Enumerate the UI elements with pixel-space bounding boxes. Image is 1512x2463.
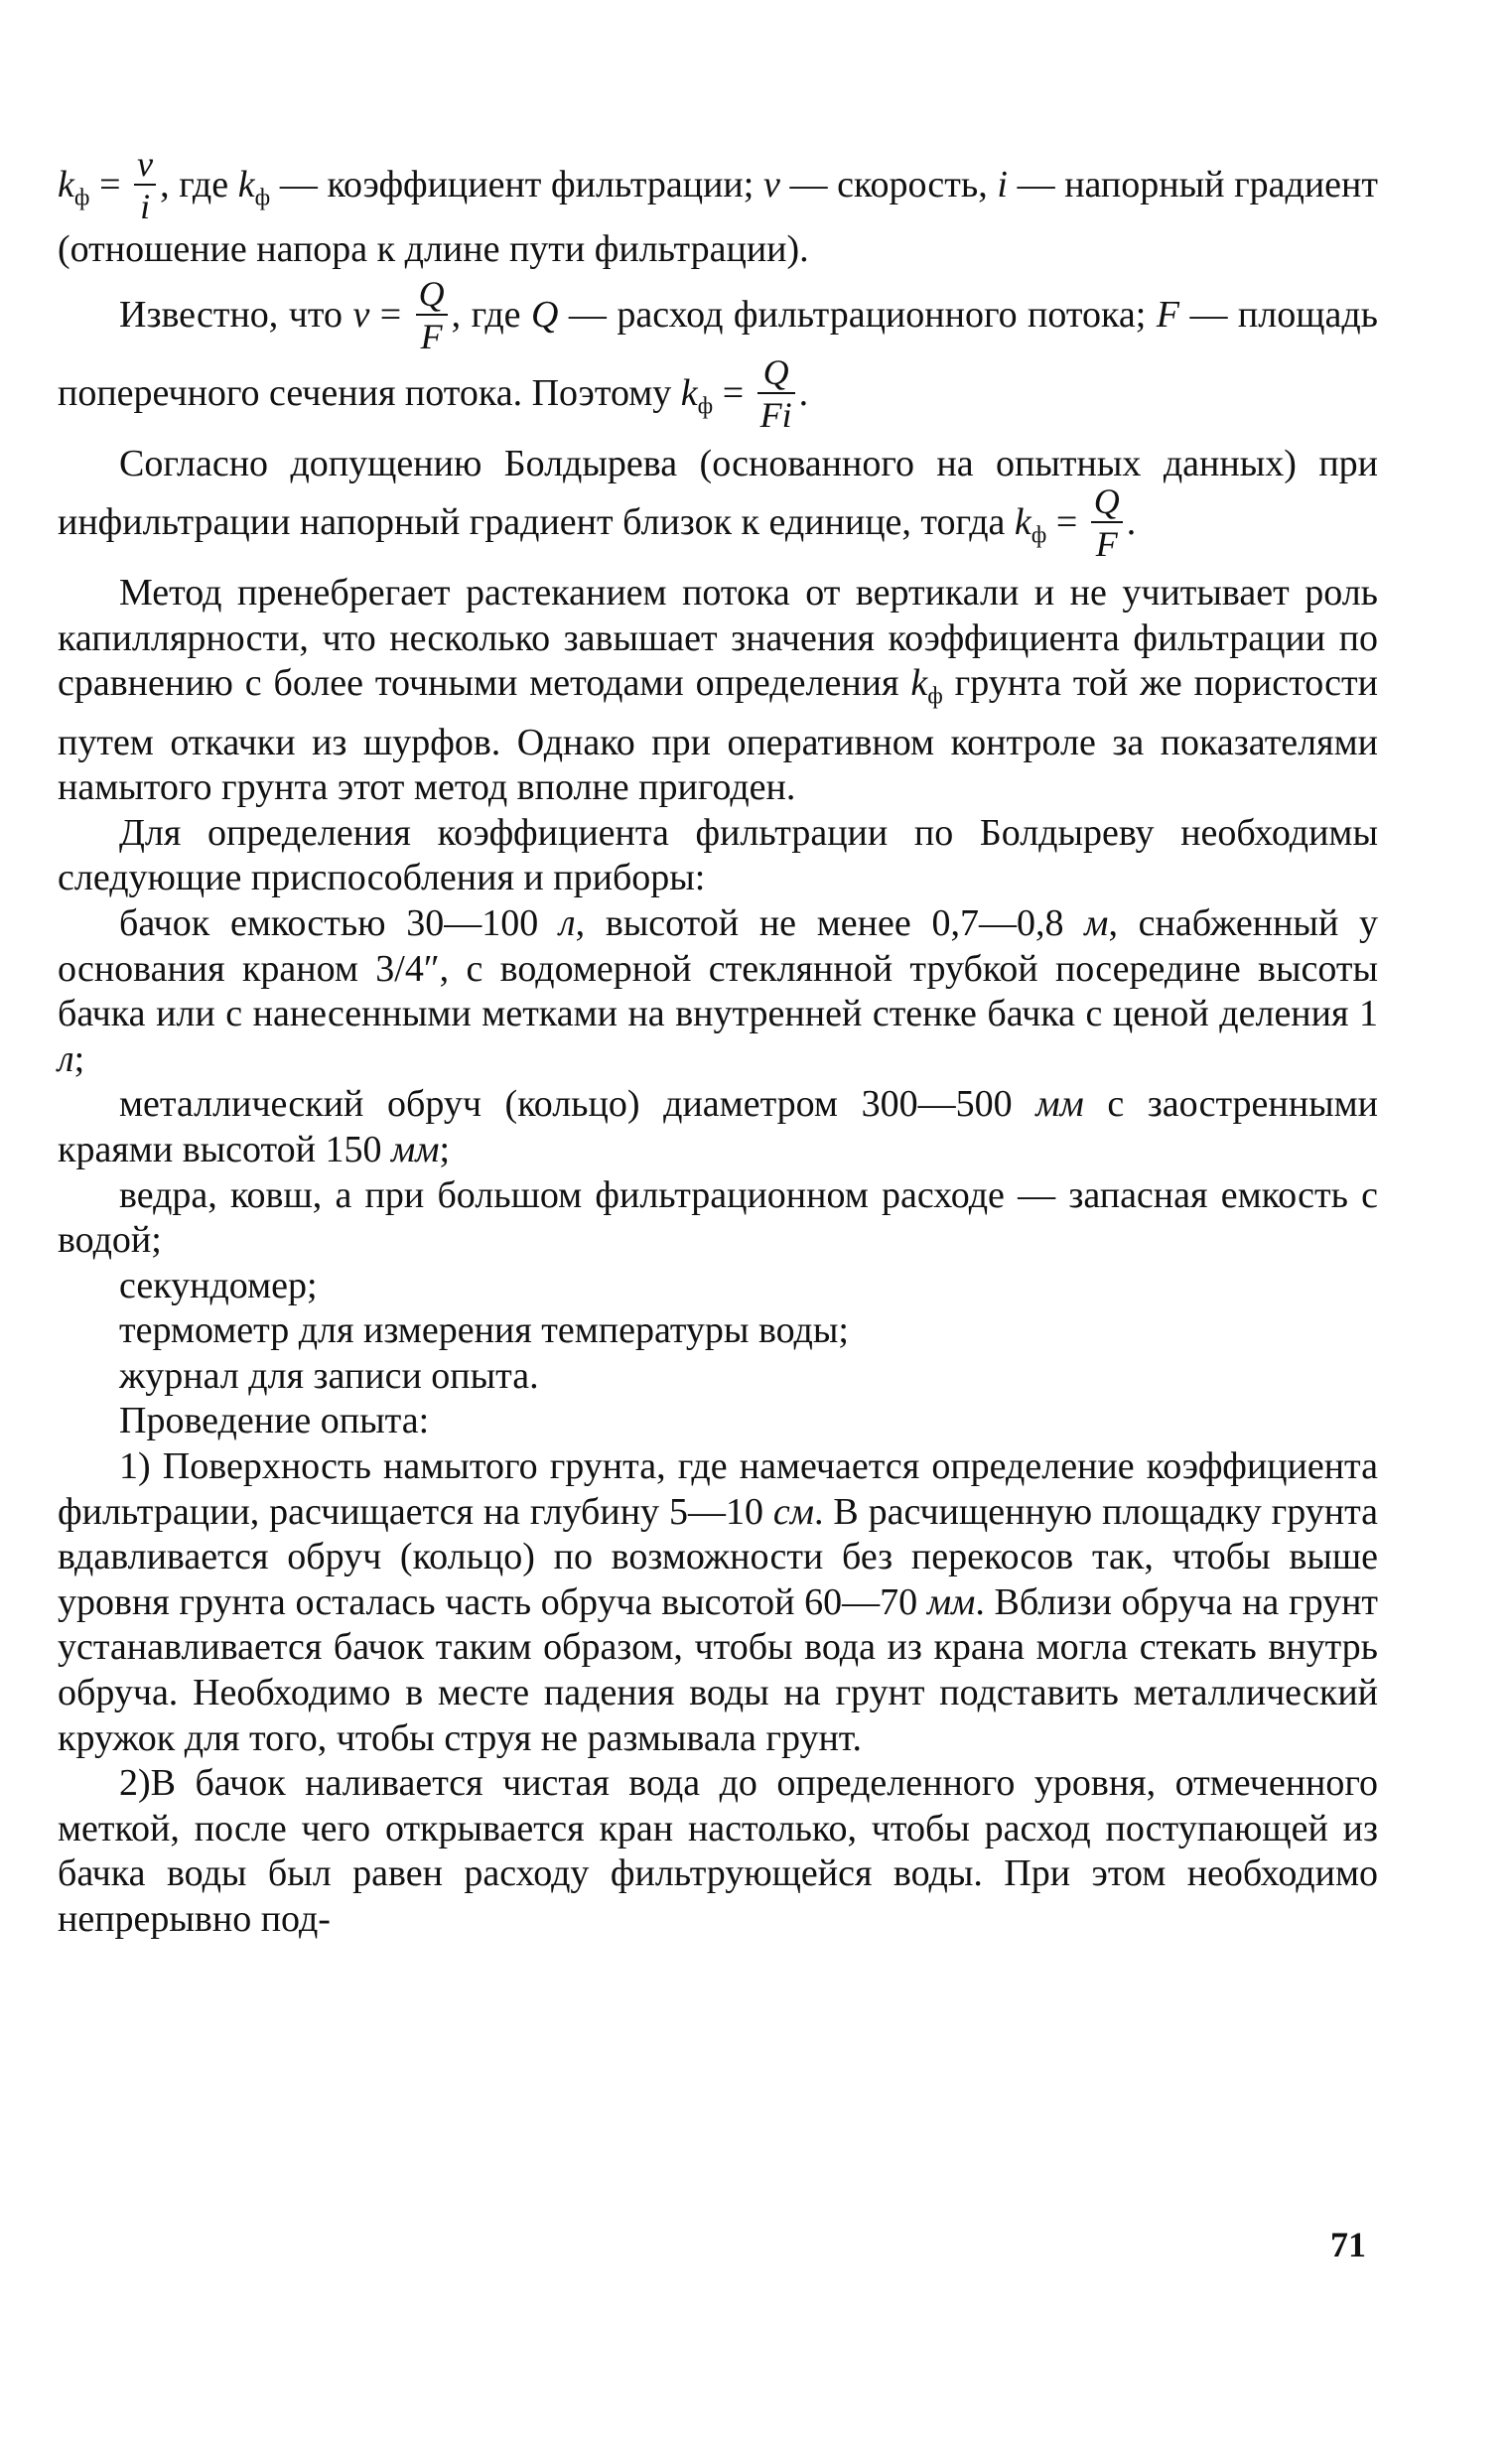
- paragraph-filtration-formula: $k_ф$ = $\frac{v}{i}$ , где $k_ф$ — коэффициент фильтрации; v — скорость, i — напорный градиент (отношение напора к длине пути фильтрации).: [58, 144, 1378, 270]
- page-body: [58, 144, 1379, 1943]
- list-item-stopwatch: секундомер;: [119, 1264, 318, 1306]
- paragraph-equipment-intro: Для определения коэффициента фильтрации по Болдыреву необходимы следующие приспособления и приборы:: [58, 811, 1378, 899]
- fraction-v-over-i: $\frac{v}{i}$: [134, 146, 156, 224]
- list-item-tank: бачок емкостью 30—100 л, высотой не менее 0,7—0,8 м, снабженный у основания краном 3/4″, с водомерной стеклянной трубкой посередине высоты бачка или с нанесенными метками на внутренней стенке бачка с ценой деления 1 л;: [58, 901, 1378, 1080]
- fraction-q-over-f: $\frac{Q}{F}$: [416, 276, 448, 354]
- list-item-journal: журнал для записи опыта.: [119, 1354, 539, 1397]
- paragraph-procedure-heading: Проведение опыта:: [119, 1400, 430, 1442]
- list-item-buckets: ведра, ковш, а при большом фильтрационном расходе — запасная емкость с водой;: [58, 1173, 1378, 1262]
- paragraph-boldyrev-assumption: Согласно допущению Болдырева (основанного на опытных данных) при инфильтрации напорный градиент близок к единице, тогда $k_ф$ = $\frac{Q}{F}$ .: [58, 442, 1378, 565]
- paragraph-step-1: 1) Поверхность намытого грунта, где намечается определение коэффициента фильтрации, расчищается на глубину 5—10 см. В расчищенную площадку грунта вдавливается обруч (кольцо) по возможности без перекосов так, чтобы выше уровня грунта осталась часть обруча высотой 60—70 мм. Вблизи обруча на грунт устанавливается бачок таким образом, чтобы вода из крана могла стекать внутрь обруча. Необходимо в месте падения воды на грунт подставить металлический кружок для того, чтобы струя не размывала грунт.: [58, 1445, 1379, 1759]
- fraction-q-over-fi: $\frac{Q}{Fi}$: [757, 354, 795, 433]
- fraction-q-over-f-2: $\frac{Q}{F}$: [1091, 483, 1123, 562]
- paragraph-step-2: 2)В бачок наливается чистая вода до определенного уровня, отмеченного меткой, после чего открывается кран настолько, чтобы расход поступающей из бачка воды был равен расходу фильтрующейся воды. При этом необходимо непрерывно под-: [58, 1762, 1378, 1940]
- page-number: 71: [1330, 2225, 1366, 2264]
- list-item-thermometer: термометр для измерения температуры воды;: [119, 1309, 849, 1352]
- paragraph-method-limitations: Метод пренебрегает растеканием потока от вертикали и не учитывает роль капиллярности, что несколько завышает значения коэффициента фильтрации по сравнению с более точными методами определения $k_ф$ грунта той же пористости путем откачки из шурфов. Однако при оперативном контроле за показателями намытого грунта этот метод вполне пригоден.: [58, 572, 1378, 809]
- list-item-ring: металлический обруч (кольцо) диаметром 300—500 мм с заостренными краями высотой 150 мм;: [58, 1083, 1379, 1170]
- paragraph-velocity: Известно, что v = $\frac{Q}{F}$ , где Q — расход фильтрационного потока; F — площадь поперечного сечения потока. Поэтому $k_ф$ = $\frac{Q}{Fi}$ .: [58, 273, 1378, 435]
- formula-kf: $k_ф$: [58, 164, 90, 211]
